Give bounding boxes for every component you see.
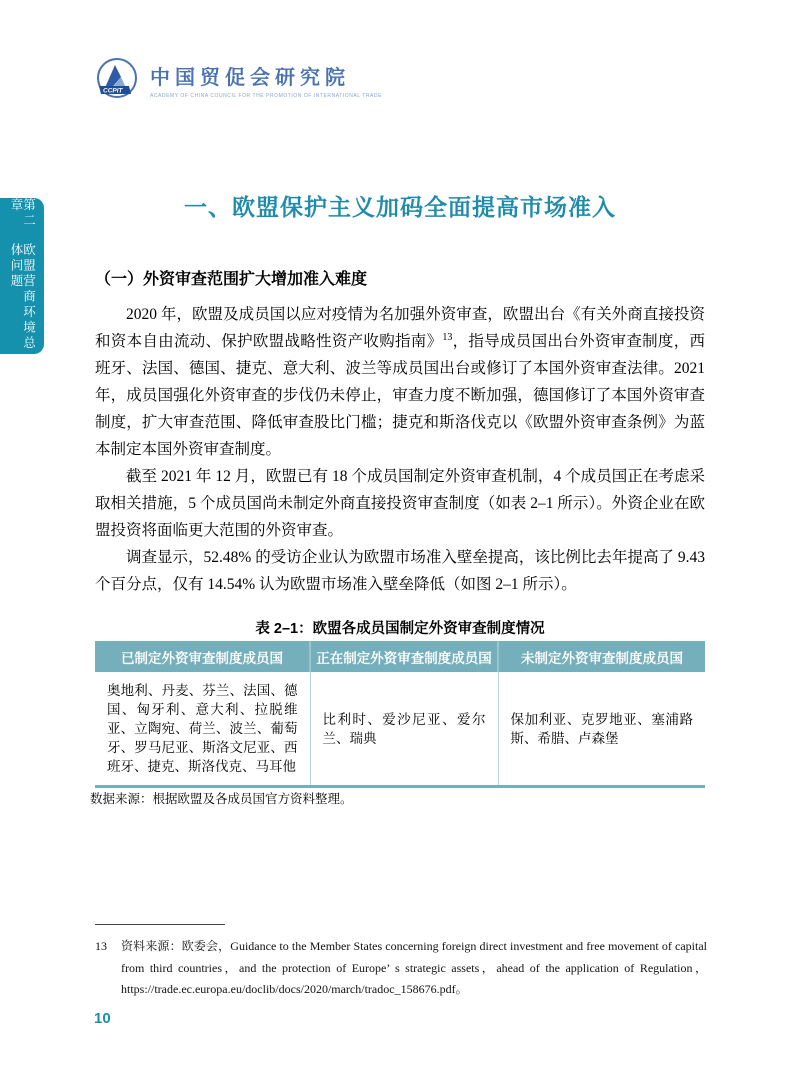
logo-name-en: ACADEMY OF CHINA COUNCIL FOR THE PROMOTION OF INTERNATIONAL TRADE <box>150 93 382 99</box>
table-cell-in-progress: 比利时、爱沙尼亚、爱尔兰、瑞典 <box>310 672 498 787</box>
subsection-heading: （一）外资审查范围扩大增加准入难度 <box>95 271 368 288</box>
chapter-tab <box>0 198 44 354</box>
page-number: 10 <box>94 1010 111 1027</box>
table-header-cell-none: 未制定外资审查制度成员国 <box>498 641 705 672</box>
table-header-cell-established: 已制定外资审查制度成员国 <box>95 641 310 672</box>
footnote-text: 资料来源：欧委会，Guidance to the Member States concerning foreign direct investment and free movement of capital from third countries，and the protection of Europe’ s strategic assets，ahead of the application of Regulation，https://trade.ec.europa.eu/doclib/docs/2020/march/tradoc_158676.pdf。 <box>121 939 707 996</box>
footnote <box>95 936 707 1001</box>
table-source-note: 数据来源：根据欧盟及各成员国官方资料整理。 <box>90 792 353 806</box>
footnote-marker: 13 <box>95 939 107 953</box>
paragraph-1-part1: 2020 年，欧盟及成员国以应对疫情为名加强外资审查，欧盟出台《有关外商直接投资和资本自由流动、保护欧盟战略性资产收购指南》 <box>95 306 705 350</box>
ccpit-logo-icon <box>93 56 141 104</box>
table-header-row <box>95 641 705 672</box>
table-cell-established: 奥地利、丹麦、芬兰、法国、德国、匈牙利、意大利、拉脱维亚、立陶宛、荷兰、波兰、葡萄牙、罗马尼亚、斯洛文尼亚、西班牙、捷克、斯洛伐克、马耳他 <box>95 672 310 787</box>
footnote-ref-13: 13 <box>442 331 453 343</box>
body-text <box>95 301 705 598</box>
logo-name-cn: 中国贸促会研究院 <box>150 67 350 89</box>
table-header-cell-in-progress: 正在制定外资审查制度成员国 <box>310 641 498 672</box>
fdi-screening-table <box>95 641 705 788</box>
body-paragraph-1 <box>95 301 705 463</box>
body-paragraph-3: 调查显示，52.48% 的受访企业认为欧盟市场准入壁垒提高，该比例比去年提高了 9.43 个百分点，仅有 14.54% 认为欧盟市场准入壁垒降低（如图 2–1 所示）。 <box>95 549 705 593</box>
table-cell-none: 保加利亚、克罗地亚、塞浦路斯、希腊、卢森堡 <box>498 672 705 787</box>
svg-text:CCPIT: CCPIT <box>103 87 123 95</box>
logo-text-block <box>150 61 382 99</box>
section-heading: 一、欧盟保护主义加码全面提高市场准入 <box>184 194 616 220</box>
table-row <box>95 672 705 787</box>
ccpit-logo <box>93 56 382 104</box>
chapter-tab-title: 欧盟营商环境总体问题 <box>9 243 36 352</box>
footnote-separator <box>95 924 225 925</box>
paragraph-1-part2: ，指导成员国出台外资审查制度，西班牙、法国、德国、捷克、意大利、波兰等成员国出台或修订了本国外资审查法律。2021 年，成员国强化外资审查的步伐仍未停止，审查力度不断加强，德国修订了本国外资审查制度，扩大审查范围、降低审查股比门槛；捷克和斯洛伐克以《欧盟外资审查条例》为蓝本制定本国外资审查制度。 <box>95 333 705 458</box>
chapter-tab-number: 第二章 <box>9 198 36 229</box>
table-title: 表 2–1：欧盟各成员国制定外资审查制度情况 <box>255 621 545 637</box>
footnote-block <box>95 924 707 1001</box>
body-paragraph-2: 截至 2021 年 12 月，欧盟已有 18 个成员国制定外资审查机制，4 个成员国正在考虑采取相关措施，5 个成员国尚未制定外商直接投资审查制度（如表 2–1 所示）。外资企业在欧盟投资将面临更大范围的外资审查。 <box>95 468 705 539</box>
